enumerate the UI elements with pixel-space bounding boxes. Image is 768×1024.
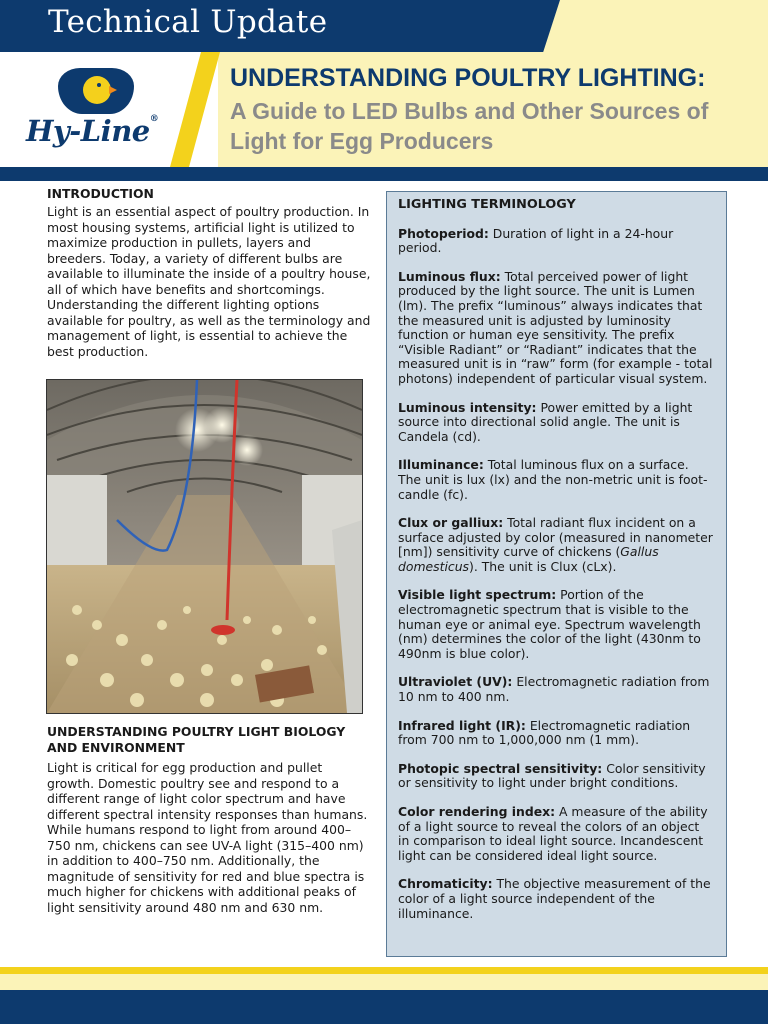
term-color-rendering-index: Color rendering index: A measure of the ability of a light source to reveal the colors of an object in comparison to ideal light source. Incandescent light can be considered ideal light source.	[398, 804, 708, 863]
chick-icon	[83, 76, 111, 104]
logo-badge	[58, 68, 134, 114]
term-chromaticity: Chromaticity: The objective measurement of the color of a light source independent of the illuminance.	[398, 876, 711, 921]
terminology-title: LIGHTING TERMINOLOGY	[398, 197, 576, 212]
chick-eye	[97, 83, 101, 87]
introduction-body: Light is an essential aspect of poultry production. In most housing systems, artificial light is utilized to maximize production in pullets, layers and breeders. Today, a variety of different bulbs are available to illuminate the inside of a poultry house, all of which have benefits and shortcomings. Understanding the different lighting options available for poultry, as well as the terminology and management of light, is essential to achieve the best production.	[47, 204, 371, 359]
chick-beak	[109, 86, 117, 94]
lighting-terminology-box	[386, 191, 727, 957]
introduction-heading: INTRODUCTION	[47, 186, 154, 201]
term-visible-light-spectrum: Visible light spectrum: Portion of the electromagnetic spectrum that is visible to the human eye or animal eye. Spectrum wavelength (nm) determines the color of the light (430nm to 490nm is blue color).	[398, 587, 701, 661]
biology-body: Light is critical for egg production and pullet growth. Domestic poultry see and respond to a different range of light color spectrum and have different spectral intensity responses than humans. While humans respond to light from around 400–750 nm, chickens can see UV-A light (315–400 nm) in addition to 400–750 nm. Additionally, the magnitude of sensitivity for red and blue spectra is much higher for chickens with additional peaks of light sensitivity around 480 nm and 630 nm.	[47, 760, 368, 915]
document-title: UNDERSTANDING POULTRY LIGHTING:	[230, 64, 706, 92]
term-luminous-flux: Luminous flux: Total perceived power of light produced by the light source. The unit is Lumen (lm). The prefix “luminous” always indicates that the measured unit is adjusted by luminosity function or human eye sensitivity. The prefix “Visible Radiant” or “Radiant” indicates that the measured unit is in “raw” form (for example - total photons) independent of particular visual system.	[398, 268, 713, 386]
hy-line-logo	[22, 66, 172, 158]
header-divider	[0, 167, 768, 181]
biology-heading: UNDERSTANDING POULTRY LIGHT BIOLOGY AND ENVIRONMENT	[47, 724, 346, 755]
term-luminous-intensity: Luminous intensity: Power emitted by a light source into directional solid angle. The unit is Candela (cd).	[398, 399, 693, 444]
term-ultraviolet: Ultraviolet (UV): Electromagnetic radiation from 10 nm to 400 nm.	[398, 674, 710, 705]
term-clux: Clux or galliux: Total radiant flux incident on a surface adjusted by color (measured in nanometer [nm]) sensitivity curve of chickens (Gallus domesticus). The unit is Clux (cLx).	[398, 515, 713, 574]
document-subtitle: A Guide to LED Bulbs and Other Sources of Light for Egg Producers	[230, 98, 709, 154]
banner-title: Technical Update	[48, 4, 328, 40]
term-infrared: Infrared light (IR): Electromagnetic radiation from 700 nm to 1,000,000 nm (1 mm).	[398, 717, 691, 748]
footer-yellow-stripe	[0, 967, 768, 974]
term-photoperiod: Photoperiod: Duration of light in a 24-hour period.	[398, 225, 674, 256]
footer-bar	[0, 990, 768, 1024]
introduction-section	[47, 186, 372, 359]
term-photopic-sensitivity: Photopic spectral sensitivity: Color sensitivity or sensitivity to light under bright conditions.	[398, 760, 706, 791]
biology-section	[47, 724, 372, 915]
footer-cream-stripe	[0, 974, 768, 990]
term-illuminance: Illuminance: Total luminous flux on a surface. The unit is lux (lx) and the non-metric unit is foot-candle (fc).	[398, 457, 708, 502]
poultry-house-photo	[46, 379, 363, 714]
logo-wordmark: Hy-Line®	[26, 114, 159, 148]
